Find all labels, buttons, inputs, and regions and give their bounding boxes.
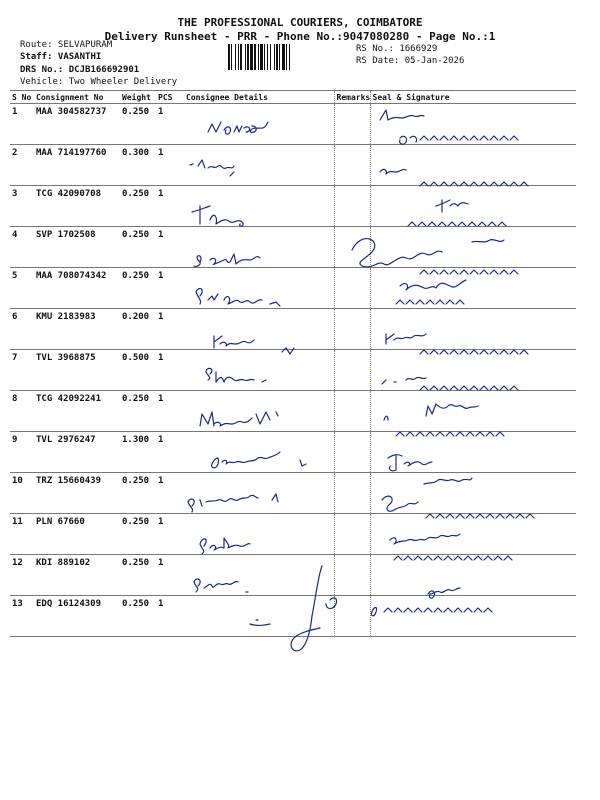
cell-consignment: TCG 42090708 — [34, 186, 120, 227]
cell-consignment: MAA 714197760 — [34, 145, 120, 186]
cell-weight: 0.250 — [120, 104, 156, 145]
cell-sno: 13 — [10, 596, 34, 637]
col-consignee: Consignee Details — [184, 91, 334, 104]
cell-sno: 8 — [10, 391, 34, 432]
signature-2 — [380, 169, 528, 186]
cell-consignment: TVL 2976247 — [34, 432, 120, 473]
col-weight: Weight — [120, 91, 156, 104]
consignee-sig-4 — [194, 254, 260, 267]
cell-sno: 11 — [10, 514, 34, 555]
large-signature-stroke — [291, 566, 336, 651]
cell-sno: 12 — [10, 555, 34, 596]
cell-sno: 2 — [10, 145, 34, 186]
consignee-sig-2 — [190, 160, 234, 176]
signature-1 — [380, 110, 518, 144]
signature-11 — [390, 534, 512, 560]
cell-sno: 7 — [10, 350, 34, 391]
rs-date: RS Date: 05-Jan-2026 — [356, 56, 465, 66]
cell-pcs: 1 — [156, 596, 184, 637]
cell-pcs: 1 — [156, 432, 184, 473]
consignee-sig-1 — [208, 122, 268, 134]
cell-weight: 0.200 — [120, 309, 156, 350]
staff-label: Staff: VASANTHI — [20, 52, 102, 62]
cell-consignment: PLN 67660 — [34, 514, 120, 555]
cell-sno: 5 — [10, 268, 34, 309]
consignee-sig-10 — [188, 494, 278, 512]
vehicle-label: Vehicle: Two Wheeler Delivery — [20, 77, 178, 87]
col-pcs: PCS — [156, 91, 184, 104]
consignee-sig-7 — [206, 368, 266, 382]
cell-sno: 1 — [10, 104, 34, 145]
cell-weight: 1.300 — [120, 432, 156, 473]
signature-handwriting — [352, 110, 534, 616]
consignee-sig-13 — [250, 620, 270, 626]
col-signature: Seal & Signature — [370, 91, 576, 104]
cell-weight: 0.250 — [120, 514, 156, 555]
cell-weight: 0.250 — [120, 555, 156, 596]
col-sno: S No — [10, 91, 34, 104]
cell-consignment: MAA 708074342 — [34, 268, 120, 309]
consignee-sig-12 — [194, 579, 248, 592]
signature-10 — [382, 496, 534, 518]
route-label: Route: SELVAPURAM — [20, 40, 113, 50]
cell-pcs: 1 — [156, 309, 184, 350]
cell-consignment: TCG 42092241 — [34, 391, 120, 432]
cell-weight: 0.250 — [120, 473, 156, 514]
cell-sno: 6 — [10, 309, 34, 350]
cell-weight: 0.500 — [120, 350, 156, 391]
consignee-sig-9 — [212, 452, 306, 468]
cell-consignment: SVP 1702508 — [34, 227, 120, 268]
cell-pcs: 1 — [156, 391, 184, 432]
cell-sno: 4 — [10, 227, 34, 268]
signature-13 — [371, 588, 492, 616]
signature-9 — [388, 455, 472, 484]
cell-weight: 0.250 — [120, 268, 156, 309]
cell-pcs: 1 — [156, 514, 184, 555]
cell-weight: 0.300 — [120, 145, 156, 186]
cell-pcs: 1 — [156, 555, 184, 596]
cell-weight: 0.250 — [120, 596, 156, 637]
cell-pcs: 1 — [156, 145, 184, 186]
cell-weight: 0.250 — [120, 186, 156, 227]
runsheet-title: THE PROFESSIONAL COURIERS, COIMBATORE — [177, 16, 423, 29]
cell-consignment: KDI 889102 — [34, 555, 120, 596]
consignee-sig-3 — [192, 206, 243, 226]
signature-7 — [382, 377, 518, 390]
cell-consignment: MAA 304582737 — [34, 104, 120, 145]
rs-number: RS No.: 1666929 — [356, 44, 438, 54]
runsheet-subtitle: Delivery Runsheet - PRR - Phone No.:9047080280 - Page No.:1 — [104, 30, 496, 43]
col-consignment: Consignment No — [34, 91, 120, 104]
consignee-sig-5 — [196, 289, 280, 306]
consignee-sig-11 — [200, 538, 250, 554]
cell-consignment: KMU 2183983 — [34, 309, 120, 350]
consignee-sig-6 — [214, 336, 294, 354]
signature-6 — [386, 334, 528, 354]
cell-pcs: 1 — [156, 186, 184, 227]
consignee-sig-8 — [200, 412, 278, 426]
col-remarks: Remarks — [334, 91, 370, 104]
cell-weight: 0.250 — [120, 227, 156, 268]
cell-pcs: 1 — [156, 473, 184, 514]
cell-sno: 10 — [10, 473, 34, 514]
cell-pcs: 1 — [156, 268, 184, 309]
signature-3 — [408, 200, 506, 226]
cell-pcs: 1 — [156, 227, 184, 268]
cell-consignment: EDQ 16124309 — [34, 596, 120, 637]
cell-consignment: TRZ 15660439 — [34, 473, 120, 514]
cell-pcs: 1 — [156, 104, 184, 145]
cell-sno: 3 — [10, 186, 34, 227]
cell-pcs: 1 — [156, 350, 184, 391]
signature-5 — [396, 280, 466, 304]
consignee-handwriting — [188, 122, 337, 651]
signature-8 — [384, 404, 504, 436]
signature-4 — [352, 239, 518, 274]
cell-weight: 0.250 — [120, 391, 156, 432]
cell-sno: 9 — [10, 432, 34, 473]
cell-consignment: TVL 3968875 — [34, 350, 120, 391]
drs-number: DRS No.: DCJB166692901 — [20, 65, 140, 75]
